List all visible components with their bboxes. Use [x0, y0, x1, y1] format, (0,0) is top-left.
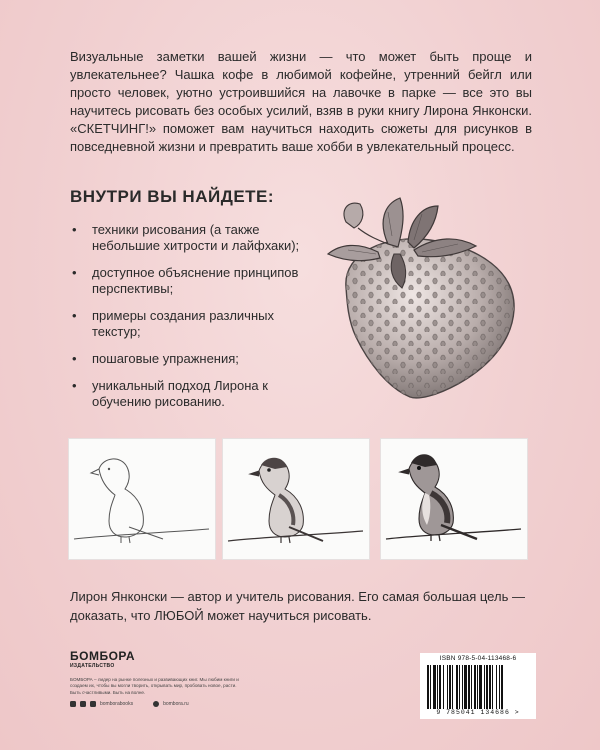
barcode-bar [427, 665, 429, 709]
barcode-bar [471, 665, 472, 709]
social-icon [80, 701, 86, 707]
barcode-bar [452, 665, 453, 709]
strawberry-sketch-icon [318, 192, 523, 402]
barcode-bar [499, 665, 500, 709]
feature-item: • доступное объяснение принципов перспективы; [72, 265, 299, 296]
barcode-bar [439, 665, 441, 709]
feature-item: • техники рисования (а также небольшие хитрости и лайфхаки); [72, 222, 300, 253]
social-handle: bomborabooks [100, 701, 134, 708]
bullet-icon: • [72, 351, 77, 366]
feature-item: • примеры создания различных текстур; [72, 308, 274, 339]
barcode-bar [449, 665, 451, 709]
barcode-bar [433, 665, 436, 709]
publisher-logo: БОМБОРА [70, 649, 136, 663]
publisher-logo-subtitle: ИЗДАТЕЛЬСТВО [70, 663, 115, 669]
barcode-bar [443, 665, 444, 709]
intro-paragraph: Визуальные заметки вашей жизни — что может быть проще и увлекательнее? Чашка кофе в любимой кофейне, утренний бейгл или просто человек, уютно устроившийся на лавочке в парке — все это вы научитесь рисовать без особых усилий, взяв в руки книгу Лирона Янконски. «СКЕТЧИНГ!» поможет вам научиться находить сюжеты для рисунков в повседневной жизни и превратить ваше хобби в увлекательный процесс. [70, 49, 532, 154]
bird-sketch-step-1 [68, 438, 216, 560]
barcode-bar [486, 665, 488, 709]
feature-item: • уникальный подход Лирона к обучению рисованию. [72, 378, 268, 409]
bird-sketch-step-3 [380, 438, 528, 560]
barcode-bar [501, 665, 503, 709]
barcode-bars [427, 665, 531, 709]
barcode-bar [462, 665, 463, 709]
publisher-site: bombora.ru [163, 701, 189, 708]
barcode-bar [437, 665, 438, 709]
bullet-icon: • [72, 308, 77, 323]
barcode-bar [468, 665, 470, 709]
bird-sketch-icon [223, 439, 369, 559]
barcode-bar [477, 665, 478, 709]
barcode-bar [447, 665, 448, 709]
barcode-bar [474, 665, 476, 709]
bullet-icon: • [72, 222, 77, 237]
social-icon [90, 701, 96, 707]
barcode-bar [479, 665, 482, 709]
bird-sketch-step-2 [222, 438, 370, 560]
barcode-bar [456, 665, 458, 709]
bird-sketch-icon [381, 439, 527, 559]
barcode-bar [430, 665, 431, 709]
social-icon [70, 701, 76, 707]
barcode-bar [484, 665, 485, 709]
publisher-tagline: БОМБОРА – лидер на рынке полезных и развивающих книг. Мы любим книги и создаем их, чтобы вы могли творить, открывать мир, пробовать новое, расти. Быть счастливыми. Быть на волне. [70, 677, 239, 695]
publisher-social [70, 701, 270, 707]
barcode-digits: 9 785041 134686 > [436, 709, 520, 716]
barcode-bar [492, 665, 493, 709]
barcode-bar [464, 665, 467, 709]
barcode-bar [496, 665, 497, 709]
barcode [420, 653, 536, 719]
isbn-label: ISBN 978-5-04-113468-6 [439, 655, 517, 662]
bullet-icon: • [72, 378, 77, 393]
bullet-icon: • [72, 265, 77, 280]
features-list [72, 222, 312, 421]
feature-item: • пошаговые упражнения; [72, 351, 239, 366]
barcode-bar [489, 665, 491, 709]
features-heading: ВНУТРИ ВЫ НАЙДЕТЕ: [70, 187, 275, 206]
author-paragraph: Лирон Янконски — автор и учитель рисования. Его самая большая цель — доказать, что ЛЮБОЙ может научиться рисовать. [70, 589, 525, 623]
publisher-block [70, 650, 270, 707]
globe-icon [153, 701, 159, 707]
barcode-bar [459, 665, 460, 709]
bird-sketch-icon [69, 439, 215, 559]
